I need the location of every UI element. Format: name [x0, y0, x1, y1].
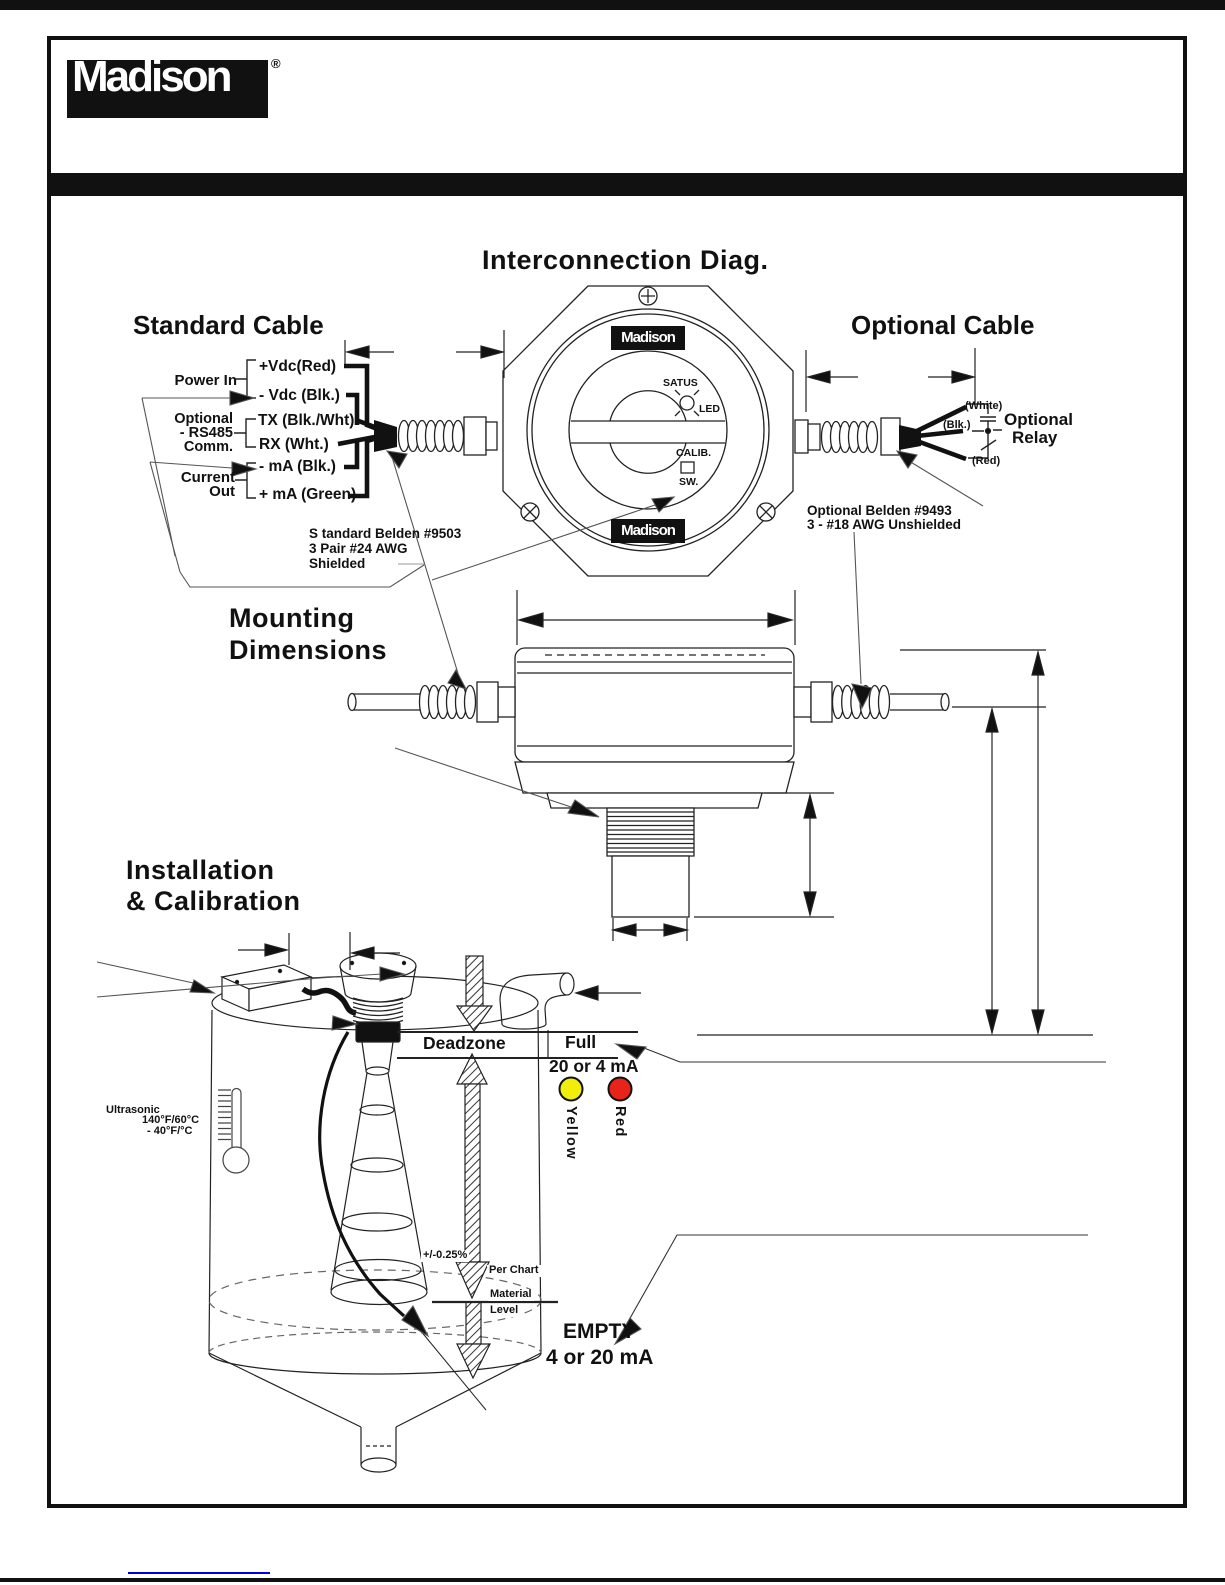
power-in-label: Power In — [174, 372, 237, 389]
status-led — [680, 396, 694, 410]
sensor-madison-logo-top: Madison — [611, 326, 685, 350]
standard-belden-note-1: S tandard Belden #9503 — [309, 526, 462, 541]
rs485-label-3: Comm. — [183, 439, 233, 455]
wire-ma-plus: + mA (Green) — [259, 486, 357, 503]
deadzone-label: Deadzone — [423, 1033, 506, 1053]
registered-mark: ® — [271, 56, 281, 71]
sensor-collar — [356, 1022, 400, 1042]
rs485-label-1: Optional — [174, 411, 233, 427]
temp-note-1: Ultrasonic — [106, 1104, 160, 1116]
wire-vdc-plus: +Vdc(Red) — [259, 358, 337, 375]
installation-heading-2: & Calibration — [126, 886, 301, 916]
relay-label-1: Optional — [1004, 410, 1073, 429]
yellow-led — [560, 1078, 583, 1101]
standard-belden-note-3: Shielded — [309, 556, 366, 571]
sensor-madison-logo-bottom: Madison — [611, 519, 685, 543]
beam-cone — [331, 1042, 427, 1305]
mounting-threads — [607, 808, 694, 856]
wire-rx: RX (Wht.) — [259, 436, 329, 453]
red-led-label: Red — [612, 1106, 628, 1138]
deadzone-arrow — [457, 956, 492, 1031]
full-label: Full — [565, 1032, 597, 1052]
empty-label: EMPTY — [563, 1320, 636, 1343]
per-chart-label: Per Chart — [489, 1264, 539, 1276]
temp-note-3: - 40°F/°C — [147, 1125, 193, 1137]
level-label: Level — [490, 1304, 519, 1316]
led-label: LED — [699, 403, 720, 415]
thermometer-icon — [218, 1089, 249, 1174]
wire-white-label: (White) — [965, 400, 1003, 412]
current-out-label-1: Current — [180, 469, 235, 486]
standard-cable-heading: Standard Cable — [133, 310, 324, 340]
page-title: Interconnection Diag. — [482, 245, 769, 275]
red-led — [609, 1078, 632, 1101]
status-label: SATUS — [663, 377, 698, 389]
wire-tx: TX (Blk./Wht) — [258, 412, 355, 429]
accuracy-label: +/-0.25% — [423, 1249, 468, 1261]
empty-current-label: 4 or 20 mA — [546, 1346, 654, 1369]
standard-belden-note-2: 3 Pair #24 AWG — [309, 541, 408, 556]
beam-edge-curve — [320, 1032, 404, 1316]
sensor-cable — [303, 989, 356, 1013]
wire-ma-minus: - mA (Blk.) — [259, 458, 336, 475]
wire-black-label: (Blk.) — [943, 419, 971, 431]
calib-label: CALIB. — [676, 447, 711, 459]
installation-heading-1: Installation — [126, 855, 275, 885]
optional-belden-note-1: Optional Belden #9493 — [807, 503, 952, 518]
tank-sensor — [340, 953, 416, 1042]
transducer — [612, 856, 689, 917]
madison-logo-text: Madison — [72, 52, 230, 101]
wire-red-label: (Red) — [972, 455, 1001, 467]
mounting-heading-1: Mounting — [229, 603, 355, 633]
yellow-led-label: Yellow — [563, 1106, 579, 1161]
calib-switch — [681, 462, 694, 473]
switch-label: SW. — [679, 476, 699, 488]
junction-box — [222, 965, 311, 1011]
tank-drawing — [209, 953, 638, 1472]
rs485-label-2: - RS485 — [179, 425, 233, 441]
relay-label-2: Relay — [1012, 428, 1058, 447]
material-label: Material — [490, 1288, 532, 1300]
optional-belden-note-2: 3 - #18 AWG Unshielded — [807, 517, 962, 532]
current-out-label-2: Out — [209, 483, 235, 500]
full-current-label: 20 or 4 mA — [549, 1056, 639, 1076]
temp-note-2: 140°F/60°C — [142, 1114, 200, 1126]
mounting-heading-2: Dimensions — [229, 635, 388, 665]
wire-vdc-minus: - Vdc (Blk.) — [259, 387, 340, 404]
optional-cable-heading: Optional Cable — [851, 310, 1035, 340]
empty-zone-arrow — [457, 1302, 490, 1378]
